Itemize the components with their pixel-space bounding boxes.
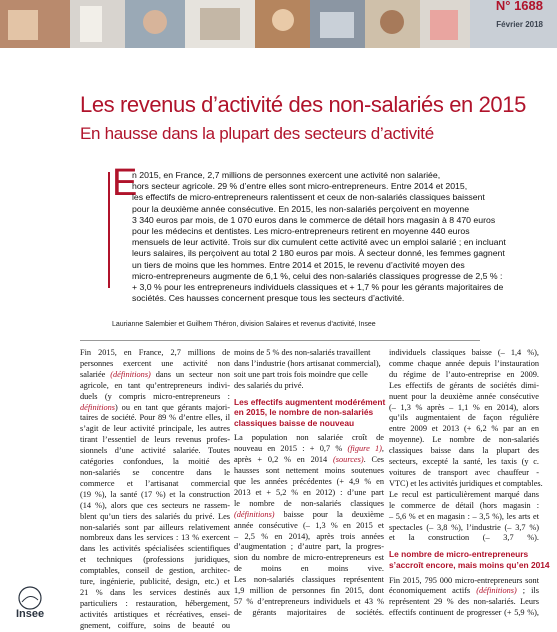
header-photo-strip [0,0,470,48]
logo-circle-icon [19,587,41,609]
column-3-line: et la construction (– 3,7 %). [389,533,539,543]
column-1 [80,348,230,632]
section-heading-line: Le nombre de micro-entrepreneurs [389,549,529,560]
column-1-line: (14 %), alors que ces secteurs ne rassem- [80,500,230,510]
column-2-line: sion du nombre de micro-entrepreneurs est [234,553,384,563]
chapo-line: micro-entrepreneurs augmente de 6,1 %, celui des non-salariés classiques progresse de 2,5 % : [132,270,503,281]
logo-text: Insee [16,608,45,620]
column-1-line: agricole, en tant qu’entrepreneurs indivi- [80,380,230,390]
photo-collage-image [0,0,470,48]
column-3 [389,348,550,619]
issue-number: N° 1688 [495,0,543,13]
issue-date: Février 2018 [496,20,543,29]
column-3-line: (– 1,3 % après – 1,1 % en 2014), alors [389,402,539,412]
chapo-line: pour les médecins et dentistes. Les micro-entrepreneurs retirent en moyenne 440 euros [132,226,470,237]
chapo-line: un tiers de moins que les hommes. Entre 2014 et 2015, le revenu d’activité moyen des [132,259,465,270]
column-1-line: (19 %), la santé (17 %) et la construction [80,489,230,499]
column-2-line: hausses sont nettement moins soutenues [234,466,384,476]
column-3-line: classiques baisse dans la plupart des [389,446,539,456]
chapo-line: + 3,0 % pour les entrepreneurs individuels classiques et + 1,7 % pour les gérants majoritaires de [132,282,504,293]
column-3-line: nuent pour la deuxième année consécutive [389,391,539,401]
column-2-line: nouveau en 2015 : + 0,7 % (figure 1), [234,444,384,454]
column-1-line: 21 % dans les services destinés aux [80,587,230,597]
column-3-line: effectifs continuent de progresser (+ 5,9 %), [389,608,539,618]
column-1-line: catégories confondues, la moitié des [80,457,230,467]
page-subtitle: En hausse dans la plupart des secteurs d’activité [80,124,434,143]
column-1-line: particuliers : restauration, hébergement, [80,598,230,608]
column-2-line: – 2,5 % en 2014), après trois années [234,531,384,541]
column-2-line: d’augmentation ; d’autre part, la progres- [234,542,384,552]
column-3-line: individuels classiques baisse (– 1,4 %), [389,348,539,357]
column-3-line: voitures de transport avec chauffeur - [389,467,539,477]
chapo-line: les effectifs de micro-entrepreneurs ralentissent et ceux de non-salariés classiques baissent [132,192,485,203]
column-2-line: année consécutive (– 1,3 % en 2015 et [234,520,384,530]
column-2-line: soit une part trois fois moindre que celle [234,369,368,379]
section-heading-line: en 2015, le nombre de non-salariés [234,407,374,418]
column-3-line: VTC) et les activités juridiques et comptables. [389,478,543,488]
chapo-line: leurs salaires, ils perçoivent au total 2 180 euros par mois. À secteur donné, les femmes gagnent [132,248,505,259]
column-1-line: salariée (définitions) dans un secteur non [80,369,230,379]
section-heading-line: s’accroît encore, mais moins qu’en 2014 [389,559,550,570]
column-3-line: économiquement actifs (définitions) ; ils [389,586,539,596]
column-3-line: du régime de l’auto-entreprise en 2009. [389,369,539,379]
column-1-line: définitions) ou en tant que gérants majori- [80,402,230,412]
chapo-line: hors secteur agricole. 29 % d’entre elles sont micro-entrepreneurs. Entre 2014 et 2015, [132,181,468,192]
column-2-line: des salariés du privé. [234,380,304,390]
column-3-line: Les effectifs de gérants de sociétés dimi- [389,380,539,390]
column-1-line: sionnels d’une activité salariée. Toutes [80,446,230,456]
column-1-line: dans les activités spécialisées scientifiques [80,544,230,554]
column-1-line: taires de société. Pour 89 % d’entre elles, il [80,413,230,423]
authors-line: Laurianne Salembier et Guilhem Théron, division Salaires et revenus d’activité, Insee [112,321,376,328]
column-2-line: (définitions) baisse pour la deuxième [234,509,384,519]
column-2-line: que les années précédentes (+ 4,9 % en [234,477,384,487]
column-1-line: comptables, conseil de gestion, architec- [80,566,230,576]
column-2 [234,348,384,619]
column-1-line: nombreux dans les services : 13 % exercent [80,533,230,543]
column-3-line: entre 2009 et 2013 (+ 6,2 % par an en [389,424,539,434]
column-1-line: activités artistiques et récréatives, ensei- [80,609,230,619]
column-2-line: La population non salariée croît de [234,433,384,443]
column-2-line: Les non-salariés classiques représentent [234,575,384,585]
column-2-line: 2013 et + 5,2 % en 2012) : d’une part [234,487,384,497]
column-2-line: après + 0,2 % en 2014 (sources). Ces [234,455,384,465]
section-heading-line: classiques baisse de nouveau [234,417,355,428]
column-2-line: 57 % d’entrepreneurs individuels et 43 % [234,597,384,606]
authors-divider [80,340,480,341]
chapo-accent-rule [108,172,110,288]
column-1-line: tirant l’essentiel de leurs revenus profes- [80,435,230,445]
chapo-line: sociétés. Ces hausses concernent presque tous les secteurs d’activité. [132,293,405,304]
column-2-line: 1,9 million de personnes fin 2015, dont [234,586,384,596]
column-1-line: personnes exercent une activité non [80,358,230,368]
column-1-line: ture, ingénierie, publicité, design, etc.) et [80,577,230,587]
chapo-line: n 2015, en France, 2,7 millions de personnes exercent une activité non salariée, [132,170,441,180]
chapo-line: mensuels de leur activité. Trois sur dix cumulent cette activité avec un emploi salarié ; en incluant [132,237,506,248]
column-3-line: – 5,6 % et en magasin : – 3,5 %), les arts et [389,511,539,521]
insee-logo [0,588,68,620]
column-3-line: moyenne). Le nombre de non-salariés [389,435,539,445]
column-3-line: Fin 2015, 795 000 micro-entrepreneurs sont [389,575,539,585]
column-3-line: représentent 29 % des non-salariés. Leurs [389,597,539,607]
column-1-line: et techniques (professions juridiques, [80,555,230,565]
column-2-line: de gérants majoritaires de sociétés. [234,607,384,617]
page-title: Les revenus d’activité des non-salariés en 2015 [80,92,526,117]
column-1-line: s’agit de leur activité principale, les autres [80,424,230,434]
column-3-line: comme chaque année depuis l’instauration [389,358,539,368]
column-3-line: qu’ils augmentaient de façon régulière [389,413,539,423]
column-1-line: commerce et l’artisanat commercial [80,478,230,488]
column-2-line: de moins en moins vive. [234,564,384,574]
column-1-line: non-salariés sont par ailleurs relativement [80,522,230,532]
chapo-text [132,170,527,304]
column-3-line: Le recul est particulièrement marqué dans [389,489,539,499]
column-2-line: dans l’industrie (hors artisanat commercial), [234,358,381,368]
column-3-line: spectacles (– 3,8 %), l’industrie (– 3,7 %) [389,522,539,532]
section-heading-line: Les effectifs augmentent modérément [234,396,386,407]
column-1-line: gnement, coiffure, soins de beauté ou [80,620,230,630]
issue-box [470,0,557,48]
chapo-line: 3 340 euros par mois, de 1 070 euros dans le commerce de détail hors magasin à 8 470 euros [132,214,496,225]
column-1-line: Fin 2015, en France, 2,7 millions de [80,348,230,357]
chapo-line: pour la deuxième année consécutive. En 2015, les non-salariés perçoivent en moyenne [132,203,470,214]
chapo [108,162,528,320]
column-1-line: non-salariés se concentre dans le [80,467,230,477]
column-1-line: duels (y compris micro-entrepreneurs : [80,391,230,401]
column-1-line: blent qu’un tiers des salariés du privé. Les [80,511,230,521]
chapo-dropcap: E [112,162,138,204]
column-2-line: le nombre de non-salariés classiques [234,498,384,508]
column-3-line: le commerce de détail (hors magasin : [389,500,539,510]
column-3-line: secteurs, excepté la santé, les taxis (y c. [389,457,539,467]
column-2-line: moins de 5 % des non-salariés travaillent [234,348,371,357]
